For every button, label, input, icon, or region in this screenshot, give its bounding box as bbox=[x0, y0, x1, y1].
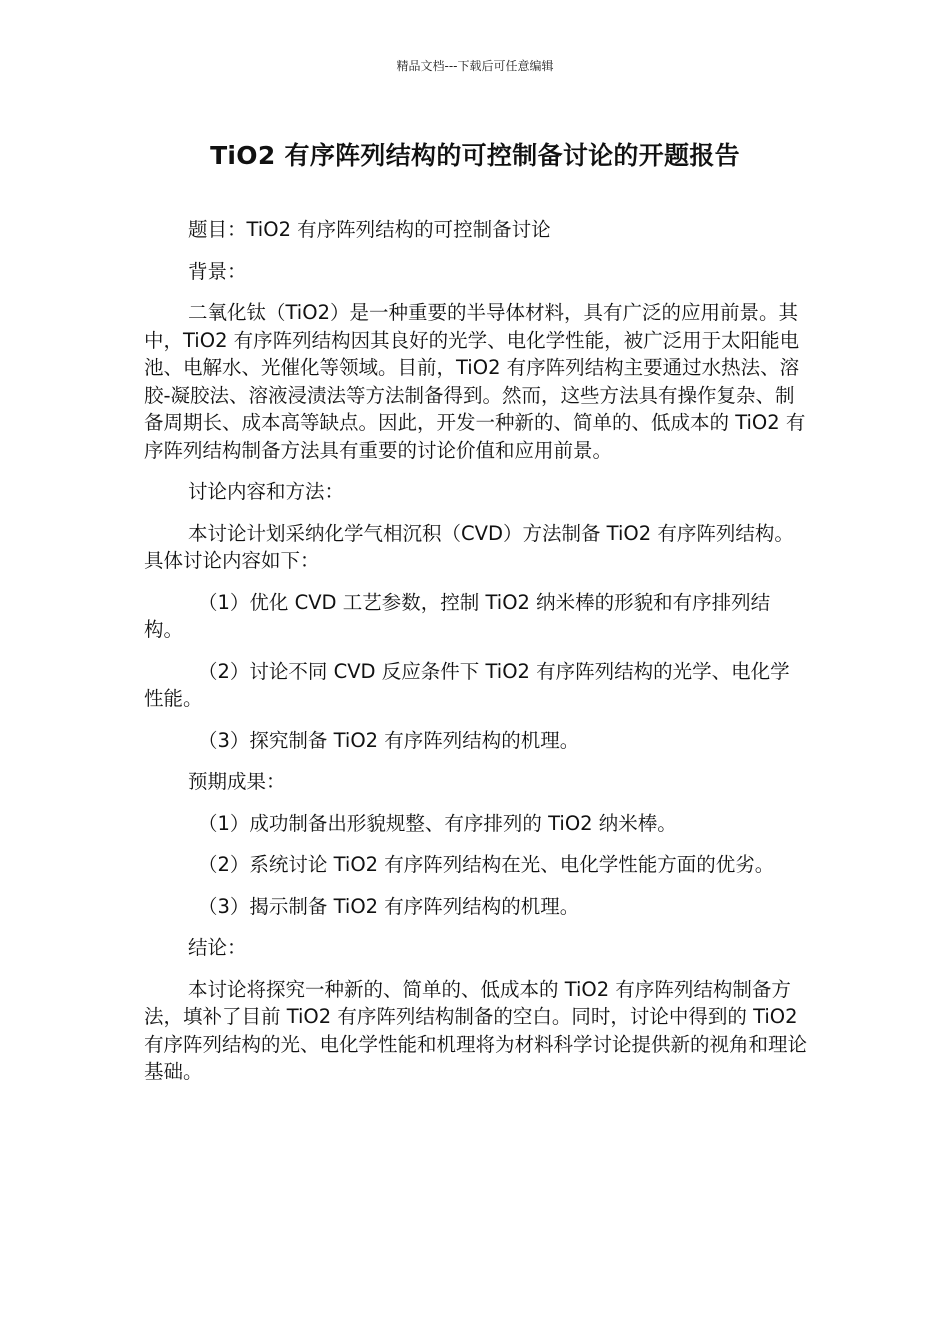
results-item: （2）系统讨论 TiO2 有序阵列结构在光、电化学性能方面的优劣。 bbox=[198, 853, 775, 876]
topic-line: 题目：TiO2 有序阵列结构的可控制备讨论 bbox=[188, 218, 551, 241]
background-heading: 背景： bbox=[188, 259, 247, 283]
results-heading: 预期成果： bbox=[188, 770, 286, 793]
document-body bbox=[144, 216, 808, 1100]
results-item: （3）揭示制备 TiO2 有序阵列结构的机理。 bbox=[198, 894, 580, 918]
methods-paragraph: 本讨论计划采纳化学气相沉积（CVD）方法制备 TiO2 有序阵列结构。具体讨论内容如下： bbox=[144, 521, 794, 572]
conclusion-paragraph: 本讨论将探究一种新的、简单的、低成本的 TiO2 有序阵列结构制备方法，填补了目前 TiO2 有序阵列结构制备的空白。同时，讨论中得到的 TiO2 有序阵列结构的光、电化学性能和机理将为材料科学讨论提供新的视角和理论基础。 bbox=[144, 977, 808, 1083]
methods-item: （3）探究制备 TiO2 有序阵列结构的机理。 bbox=[198, 728, 580, 752]
methods-item: （1）优化 CVD 工艺参数，控制 TiO2 纳米棒的形貌和有序排列结构。 bbox=[144, 590, 771, 641]
page-header: 精品文档---下载后可任意编辑 bbox=[396, 59, 554, 73]
methods-item: （2）讨论不同 CVD 反应条件下 TiO2 有序阵列结构的光学、电化学性能。 bbox=[144, 659, 790, 710]
conclusion-heading: 结论： bbox=[188, 936, 247, 959]
background-paragraph: 二氧化钛（TiO2）是一种重要的半导体材料，具有广泛的应用前景。其中，TiO2 有序阵列结构因其良好的光学、电化学性能，被广泛用于太阳能电池、电解水、光催化等领域。目前，TiO2 有序阵列结构主要通过水热法、溶胶-凝胶法、溶液浸渍法等方法制备得到。然而，这些方法具有操作复杂、制备周期长、成本高等缺点。因此，开发一种新的、简单的、低成本的 TiO2 有序阵列结构制备方法具有重要的讨论价值和应用前景。 bbox=[144, 301, 806, 462]
results-item: （1）成功制备出形貌规整、有序排列的 TiO2 纳米棒。 bbox=[198, 811, 677, 835]
methods-heading: 讨论内容和方法： bbox=[188, 480, 345, 503]
document-title: TiO2 有序阵列结构的可控制备讨论的开题报告 bbox=[210, 141, 740, 170]
